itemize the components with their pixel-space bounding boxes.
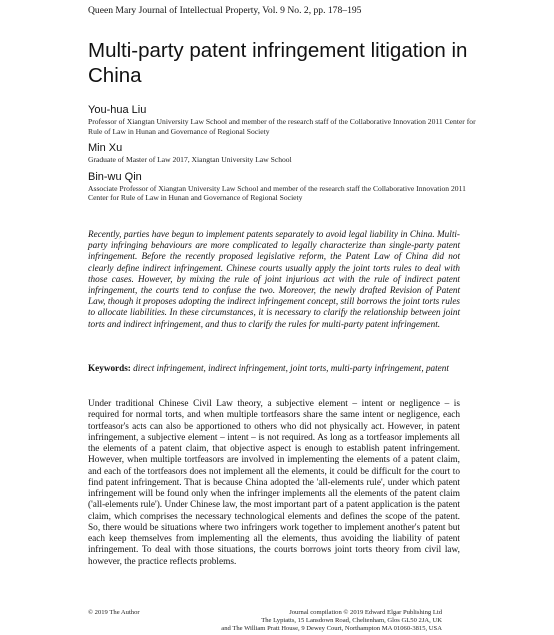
author-block [88,171,488,203]
footer-publisher [162,609,442,632]
footer-line: and The William Pratt House, 9 Dewey Court, Northampton MA 01060-3815, USA [221,624,442,632]
author-name: Min Xu [88,142,123,154]
author-name: You-hua Liu [88,104,147,116]
author-affiliation: Graduate of Master of Law 2017, Xiangtan University Law School [88,155,292,164]
keywords-label: Keywords: [88,363,131,373]
footer-line: Journal compilation © 2019 Edward Elgar Publishing Ltd [289,609,442,616]
footer-copyright: © 2019 The Author [88,609,140,616]
author-block [88,104,488,136]
author-list [88,104,488,209]
footer-line: The Lypiatts, 15 Lansdown Road, Cheltenham, Glos GL50 2JA, UK [261,616,442,624]
author-affiliation: Professor of Xiangtan University Law School and member of the research staff of the Collaborative Innovation 2011 Center for Rule of Law in Hunan and Governance of Regional Society [88,117,476,136]
article-title: Multi-party patent infringement litigation in China [88,39,468,87]
author-affiliation: Associate Professor of Xiangtan University Law School and member of the research staff the Collaborative Innovation 2011 Center for Rule of Law in Hunan and Governance of Regional Society [88,183,466,202]
author-name: Bin-wu Qin [88,170,142,183]
keywords [88,363,460,374]
keywords-list: direct infringement, indirect infringement, joint torts, multi-party infringement, patent [133,363,449,373]
body-paragraph: Under traditional Chinese Civil Law theory, a subjective element – intent or negligence – is required for normal torts, and when multiple tortfeasors share the same intent or negligence, each tortfeasor's acts can also be apportioned to others who did not physically act. However, in patent infringement, a subjective element – intent – is not required. As long as a tortfeasor implements all the elements of a patent claim, that objective aspect is enough to establish patent infringement. However, when multiple tortfeasors are involved in implementing the elements of a patent claim, and each of the tortfeasors does not implement all the elements, it could be difficult for the court to find patent infringement. That is because China adopted the 'all-elements rule', under which patent infringement will be found only when the infringer implements all the elements of the patent claim ('all-elements rule'). Under Chinese law, the most important part of a patent application is the patent claim, which comprises the necessary technological elements and defines the scope of the patent. So, there would be situations where two infringers work together to implement another's patent but each keep themselves from implementing all the elements, thus avoiding the liability of patent infringement. To deal with those situations, the courts borrows joint torts theory from civil law, however, the practice reflects problems. [88,399,460,567]
abstract: Recently, parties have begun to implement patents separately to avoid legal liability in China. Multi-party infringing behaviours are more complicated to legally characterize than single-party patent infringement. Before the recently proposed legislative reform, the Patent Law of China did not clearly define indirect infringement. Chinese courts usually apply the joint torts rules to deal with those cases. However, by mixing the rule of joint injurious act with the rule of indirect patent infringement, the courts tend to confuse the two. Moreover, the newly drafted Revision of Patent Law, though it proposes adopting the indirect infringement concept, still borrows the joint torts rules to allocate liabilities. In these circumstances, it is necessary to clarify the relationship between joint torts and indirect infringement, and thus to clarify the rules for multi-party patent infringement. [88,229,460,329]
author-block [88,142,488,165]
running-head: Queen Mary Journal of Intellectual Property, Vol. 9 No. 2, pp. 178–195 [88,5,362,16]
